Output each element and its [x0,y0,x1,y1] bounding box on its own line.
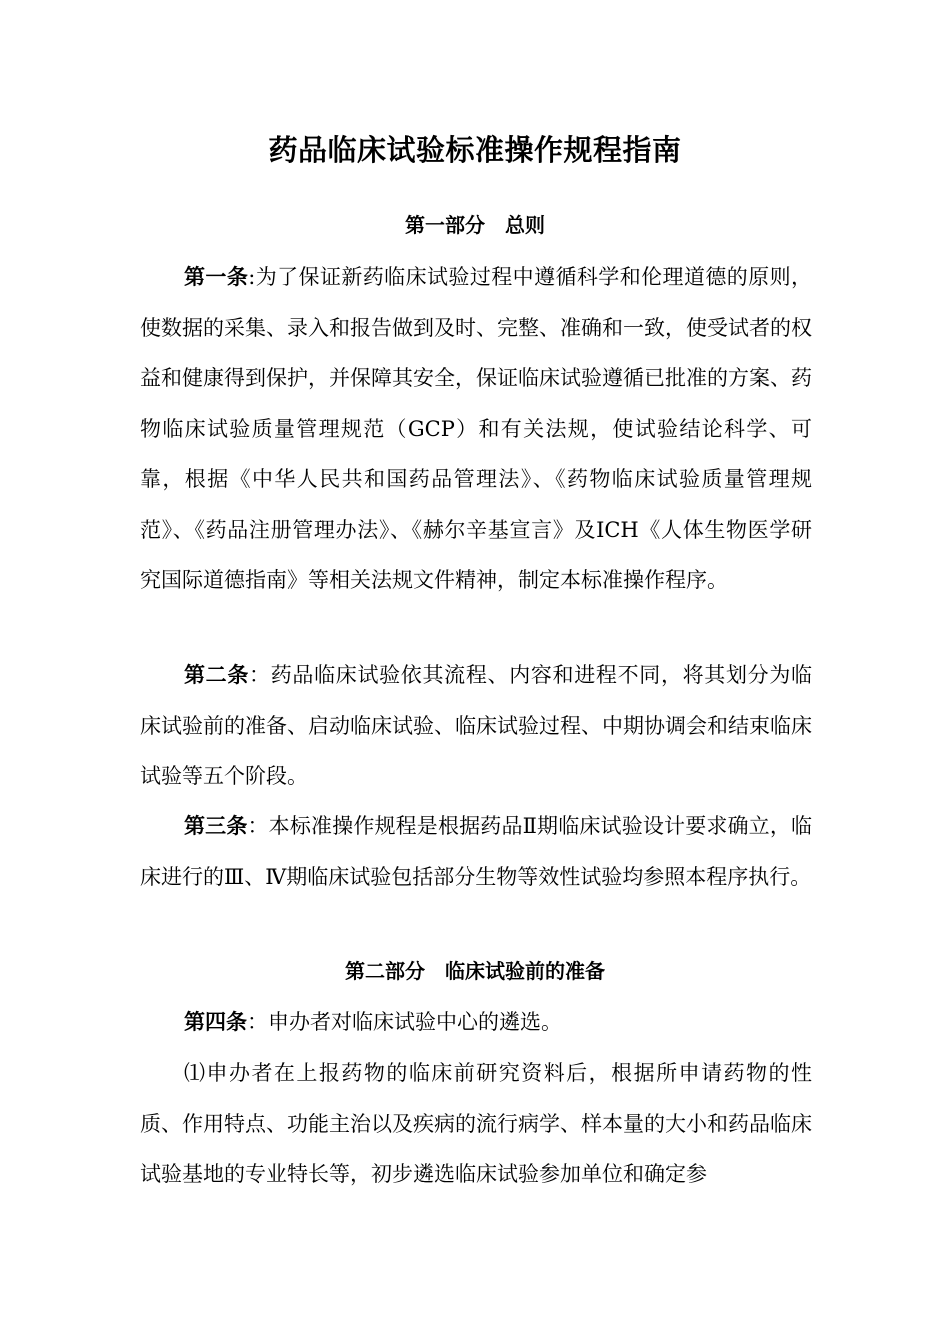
article-1 [140,252,812,606]
article-3 [140,801,812,902]
article-2-label: 第二条 [184,663,250,687]
article-3-label: 第三条 [184,814,248,838]
article-4-item-1 [140,1048,812,1200]
article-4-label: 第四条 [184,1010,247,1034]
document-title: 药品临床试验标准操作规程指南 [268,133,682,167]
part-1-heading: 第一部分 总则 [405,213,545,237]
article-4 [140,997,812,1048]
article-1-label: 第一条 [184,265,249,289]
article-2-text: ：药品临床试验依其流程、内容和进程不同，将其划分为临床试验前的准备、启动临床试验、临床试验过程、中期协调会和结束临床试验等五个阶段。 [140,663,813,788]
article-4-item-1-text: ⑴申办者在上报药物的临床前研究资料后，根据所申请药物的性质、作用特点、功能主治以及疾病的流行病学、样本量的大小和药品临床试验基地的专业特长等，初步遴选临床试验参加单位和确定参 [140,1061,812,1186]
article-2 [140,650,812,802]
article-1-text: :为了保证新药临床试验过程中遵循科学和伦理道德的原则，使数据的采集、录入和报告做到及时、完整、准确和一致，使受试者的权益和健康得到保护，并保障其安全，保证临床试验遵循已批准的方案、药物临床试验质量管理规范（GCP）和有关法规，使试验结论科学、可靠，根据《中华人民共和国药品管理法》、《药物临床试验质量管理规范》、《药品注册管理办法》、《赫尔辛基宣言》及ICH《人体生物医学研究国际道德指南》等相关法规文件精神，制定本标准操作程序。 [140,265,812,592]
article-3-text: ：本标准操作规程是根据药品Ⅱ期临床试验设计要求确立，临床进行的Ⅲ、Ⅳ期临床试验包括部分生物等效性试验均参照本程序执行。 [140,814,813,889]
article-4-text: ：申办者对临床试验中心的遴选。 [247,1010,562,1034]
part-2-heading: 第二部分 临床试验前的准备 [345,959,605,983]
